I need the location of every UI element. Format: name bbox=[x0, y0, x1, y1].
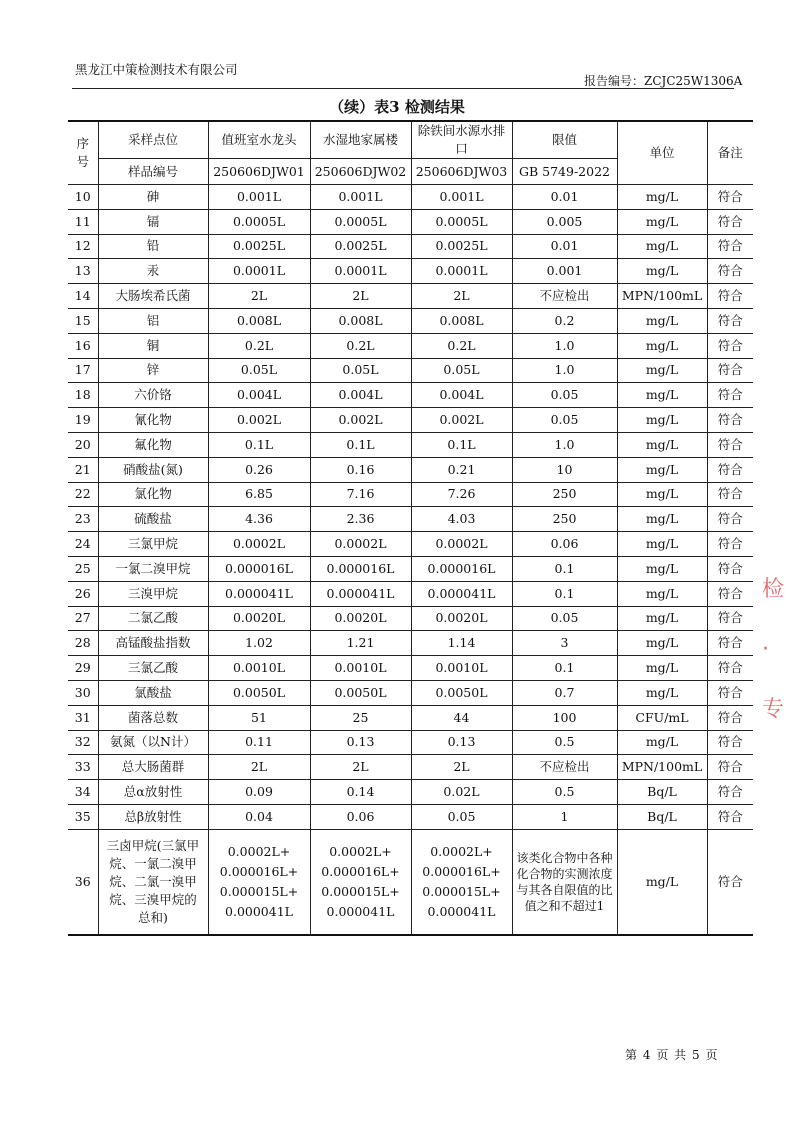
row-unit: mg/L bbox=[617, 259, 707, 284]
row-note: 符合 bbox=[707, 209, 753, 234]
row-item: 三氯甲烷 bbox=[98, 532, 208, 557]
row-value-2: 2L bbox=[310, 755, 411, 780]
row-item: 铝 bbox=[98, 308, 208, 333]
table-row bbox=[68, 804, 753, 829]
row-limit: 0.1 bbox=[512, 581, 617, 606]
row-number: 19 bbox=[68, 408, 98, 433]
row-number: 25 bbox=[68, 556, 98, 581]
row-note: 符合 bbox=[707, 656, 753, 681]
table-row bbox=[68, 209, 753, 234]
table-row bbox=[68, 358, 753, 383]
row-value-2: 1.21 bbox=[310, 631, 411, 656]
row-limit: 0.005 bbox=[512, 209, 617, 234]
row-unit: mg/L bbox=[617, 482, 707, 507]
row-note: 符合 bbox=[707, 185, 753, 210]
row-number: 26 bbox=[68, 581, 98, 606]
row-value-3: 4.03 bbox=[411, 507, 512, 532]
row-value-1: 0.000041L bbox=[208, 581, 310, 606]
row-limit: 0.5 bbox=[512, 780, 617, 805]
row-value-3: 2L bbox=[411, 755, 512, 780]
row-item: 硫酸盐 bbox=[98, 507, 208, 532]
row-value-3 bbox=[411, 829, 512, 935]
table-row bbox=[68, 507, 753, 532]
row-number: 22 bbox=[68, 482, 98, 507]
row-value-2: 0.0005L bbox=[310, 209, 411, 234]
row-item: 一氯二溴甲烷 bbox=[98, 556, 208, 581]
row-number: 29 bbox=[68, 656, 98, 681]
row-item: 三溴甲烷 bbox=[98, 581, 208, 606]
table-row bbox=[68, 284, 753, 309]
row-number: 34 bbox=[68, 780, 98, 805]
table-row bbox=[68, 755, 753, 780]
row-unit: mg/L bbox=[617, 333, 707, 358]
footer-label-b: 页 bbox=[656, 1048, 669, 1062]
footer-total-pages: 5 bbox=[692, 1048, 700, 1062]
row-value-1: 0.0020L bbox=[208, 606, 310, 631]
table-row bbox=[68, 829, 753, 935]
header-site-3: 除铁间水源水排口 bbox=[411, 121, 512, 159]
row-value-1: 0.0050L bbox=[208, 680, 310, 705]
row-item: 氟化物 bbox=[98, 432, 208, 457]
row-note: 符合 bbox=[707, 730, 753, 755]
table-row bbox=[68, 259, 753, 284]
row-value-1: 0.000016L bbox=[208, 556, 310, 581]
value-line: 0.000015L+ bbox=[321, 883, 400, 899]
row-number: 10 bbox=[68, 185, 98, 210]
row-unit: mg/L bbox=[617, 532, 707, 557]
row-value-1: 0.0010L bbox=[208, 656, 310, 681]
row-value-2: 25 bbox=[310, 705, 411, 730]
row-value-2: 0.0020L bbox=[310, 606, 411, 631]
row-note: 符合 bbox=[707, 457, 753, 482]
row-item: 氨氮（以N计） bbox=[98, 730, 208, 755]
value-line: 0.0002L+ bbox=[329, 843, 392, 859]
table-row bbox=[68, 730, 753, 755]
row-limit: 0.06 bbox=[512, 532, 617, 557]
row-limit: 3 bbox=[512, 631, 617, 656]
row-value-3: 7.26 bbox=[411, 482, 512, 507]
row-unit: Bq/L bbox=[617, 780, 707, 805]
row-number: 15 bbox=[68, 308, 98, 333]
table-row bbox=[68, 185, 753, 210]
row-value-1: 0.26 bbox=[208, 457, 310, 482]
row-item: 氯化物 bbox=[98, 482, 208, 507]
row-unit: mg/L bbox=[617, 507, 707, 532]
row-limit: 0.001 bbox=[512, 259, 617, 284]
value-line: 0.0002L+ bbox=[227, 843, 291, 859]
row-limit: 该类化合物中各种化合物的实测浓度与其各自限值的比值之和不超过1 bbox=[512, 829, 617, 935]
row-value-2 bbox=[310, 829, 411, 935]
footer-label-c: 共 bbox=[674, 1048, 687, 1062]
row-value-2: 0.004L bbox=[310, 383, 411, 408]
row-item: 硝酸盐(氮) bbox=[98, 457, 208, 482]
row-item: 氯酸盐 bbox=[98, 680, 208, 705]
row-note: 符合 bbox=[707, 358, 753, 383]
row-note: 符合 bbox=[707, 631, 753, 656]
row-note: 符合 bbox=[707, 606, 753, 631]
company-name: 黑龙江中策检测技术有限公司 bbox=[75, 62, 238, 77]
row-note: 符合 bbox=[707, 507, 753, 532]
table-row bbox=[68, 234, 753, 259]
row-value-3: 0.0010L bbox=[411, 656, 512, 681]
table-row bbox=[68, 780, 753, 805]
row-value-1: 6.85 bbox=[208, 482, 310, 507]
table-row bbox=[68, 432, 753, 457]
row-note: 符合 bbox=[707, 284, 753, 309]
row-item: 三卤甲烷(三氯甲烷、一氯二溴甲烷、二氯一溴甲烷、三溴甲烷的总和) bbox=[98, 829, 208, 935]
row-note: 符合 bbox=[707, 556, 753, 581]
row-item: 镉 bbox=[98, 209, 208, 234]
row-item: 汞 bbox=[98, 259, 208, 284]
header-seq bbox=[68, 121, 98, 185]
row-value-3: 0.0005L bbox=[411, 209, 512, 234]
row-value-2: 0.0025L bbox=[310, 234, 411, 259]
row-unit: mg/L bbox=[617, 656, 707, 681]
row-value-3: 0.05 bbox=[411, 804, 512, 829]
row-unit: MPN/100mL bbox=[617, 755, 707, 780]
row-note: 符合 bbox=[707, 780, 753, 805]
row-note: 符合 bbox=[707, 680, 753, 705]
row-limit: 0.1 bbox=[512, 556, 617, 581]
row-value-1: 0.1L bbox=[208, 432, 310, 457]
row-number: 23 bbox=[68, 507, 98, 532]
row-value-3: 0.002L bbox=[411, 408, 512, 433]
table-row bbox=[68, 333, 753, 358]
row-value-3: 0.02L bbox=[411, 780, 512, 805]
value-line: 0.000016L+ bbox=[219, 863, 299, 879]
row-note: 符合 bbox=[707, 804, 753, 829]
row-unit: mg/L bbox=[617, 606, 707, 631]
row-unit: mg/L bbox=[617, 680, 707, 705]
header-sample-id: 样品编号 bbox=[98, 159, 208, 185]
row-value-1: 1.02 bbox=[208, 631, 310, 656]
row-value-3: 0.004L bbox=[411, 383, 512, 408]
row-limit: 0.7 bbox=[512, 680, 617, 705]
table-row bbox=[68, 606, 753, 631]
row-limit: 0.01 bbox=[512, 234, 617, 259]
row-unit: mg/L bbox=[617, 185, 707, 210]
table-row bbox=[68, 408, 753, 433]
row-value-1: 0.05L bbox=[208, 358, 310, 383]
value-line: 0.0002L+ bbox=[430, 843, 493, 859]
row-note: 符合 bbox=[707, 333, 753, 358]
row-value-2: 0.0050L bbox=[310, 680, 411, 705]
row-note: 符合 bbox=[707, 234, 753, 259]
row-value-1: 2L bbox=[208, 755, 310, 780]
row-limit: 250 bbox=[512, 507, 617, 532]
row-value-1 bbox=[208, 829, 310, 935]
row-value-3: 0.05L bbox=[411, 358, 512, 383]
row-unit: mg/L bbox=[617, 556, 707, 581]
row-unit: mg/L bbox=[617, 581, 707, 606]
table-row bbox=[68, 532, 753, 557]
row-limit: 0.05 bbox=[512, 606, 617, 631]
row-unit: mg/L bbox=[617, 209, 707, 234]
header-note: 备注 bbox=[707, 121, 753, 185]
row-value-1: 0.0002L bbox=[208, 532, 310, 557]
row-number: 20 bbox=[68, 432, 98, 457]
value-line: 0.000016L+ bbox=[422, 863, 501, 879]
header-site-2: 水湿地家属楼 bbox=[310, 121, 411, 159]
row-value-3: 0.0025L bbox=[411, 234, 512, 259]
row-value-3: 1.14 bbox=[411, 631, 512, 656]
row-item: 氰化物 bbox=[98, 408, 208, 433]
row-number: 27 bbox=[68, 606, 98, 631]
row-unit: mg/L bbox=[617, 457, 707, 482]
row-item: 高锰酸盐指数 bbox=[98, 631, 208, 656]
row-value-2: 0.000016L bbox=[310, 556, 411, 581]
value-line: 0.000041L bbox=[225, 903, 293, 919]
header-site-1: 值班室水龙头 bbox=[208, 121, 310, 159]
row-number: 17 bbox=[68, 358, 98, 383]
row-value-2: 0.008L bbox=[310, 308, 411, 333]
row-item: 总大肠菌群 bbox=[98, 755, 208, 780]
row-value-1: 0.0025L bbox=[208, 234, 310, 259]
row-value-2: 7.16 bbox=[310, 482, 411, 507]
row-number: 13 bbox=[68, 259, 98, 284]
row-value-1: 0.001L bbox=[208, 185, 310, 210]
row-number: 31 bbox=[68, 705, 98, 730]
row-item: 二氯乙酸 bbox=[98, 606, 208, 631]
sample-id-1: 250606DJW01 bbox=[208, 159, 310, 185]
row-unit: MPN/100mL bbox=[617, 284, 707, 309]
row-number: 32 bbox=[68, 730, 98, 755]
row-value-3: 0.000041L bbox=[411, 581, 512, 606]
row-value-2: 2L bbox=[310, 284, 411, 309]
row-limit: 0.05 bbox=[512, 408, 617, 433]
row-note: 符合 bbox=[707, 755, 753, 780]
row-value-2: 0.0002L bbox=[310, 532, 411, 557]
red-seal-stamp: 检 · 专 bbox=[762, 577, 785, 722]
row-value-2: 2.36 bbox=[310, 507, 411, 532]
row-number: 18 bbox=[68, 383, 98, 408]
page-footer bbox=[624, 1046, 718, 1063]
header-unit: 单位 bbox=[617, 121, 707, 185]
header-limit: 限值 bbox=[512, 121, 617, 159]
row-unit: mg/L bbox=[617, 432, 707, 457]
row-value-2: 0.0010L bbox=[310, 656, 411, 681]
row-number: 28 bbox=[68, 631, 98, 656]
row-limit: 10 bbox=[512, 457, 617, 482]
row-number: 30 bbox=[68, 680, 98, 705]
row-value-3: 0.0001L bbox=[411, 259, 512, 284]
value-line: 0.000041L bbox=[326, 903, 395, 919]
row-limit: 0.5 bbox=[512, 730, 617, 755]
table-row bbox=[68, 457, 753, 482]
table-row bbox=[68, 556, 753, 581]
row-value-3: 0.0050L bbox=[411, 680, 512, 705]
row-value-2: 0.0001L bbox=[310, 259, 411, 284]
row-limit: 0.01 bbox=[512, 185, 617, 210]
row-note: 符合 bbox=[707, 705, 753, 730]
row-unit: mg/L bbox=[617, 358, 707, 383]
row-value-2: 0.06 bbox=[310, 804, 411, 829]
row-value-1: 0.008L bbox=[208, 308, 310, 333]
row-value-1: 0.11 bbox=[208, 730, 310, 755]
row-value-2: 0.13 bbox=[310, 730, 411, 755]
row-item: 总β放射性 bbox=[98, 804, 208, 829]
row-unit: mg/L bbox=[617, 308, 707, 333]
row-item: 砷 bbox=[98, 185, 208, 210]
row-note: 符合 bbox=[707, 408, 753, 433]
row-unit: mg/L bbox=[617, 631, 707, 656]
value-line: 0.000016L+ bbox=[321, 863, 400, 879]
row-limit: 1.0 bbox=[512, 358, 617, 383]
row-limit: 0.05 bbox=[512, 383, 617, 408]
row-item: 铅 bbox=[98, 234, 208, 259]
row-item: 铜 bbox=[98, 333, 208, 358]
row-value-2: 0.2L bbox=[310, 333, 411, 358]
row-value-2: 0.002L bbox=[310, 408, 411, 433]
row-number: 21 bbox=[68, 457, 98, 482]
row-number: 12 bbox=[68, 234, 98, 259]
footer-label-a: 第 bbox=[625, 1048, 638, 1062]
row-note: 符合 bbox=[707, 581, 753, 606]
row-unit: mg/L bbox=[617, 408, 707, 433]
row-number: 24 bbox=[68, 532, 98, 557]
row-unit: CFU/mL bbox=[617, 705, 707, 730]
row-number: 36 bbox=[68, 829, 98, 935]
row-limit: 不应检出 bbox=[512, 284, 617, 309]
footer-label-d: 页 bbox=[705, 1048, 718, 1062]
row-value-2: 0.16 bbox=[310, 457, 411, 482]
row-note: 符合 bbox=[707, 482, 753, 507]
row-unit: Bq/L bbox=[617, 804, 707, 829]
row-value-2: 0.001L bbox=[310, 185, 411, 210]
table-row bbox=[68, 631, 753, 656]
row-value-3: 0.1L bbox=[411, 432, 512, 457]
row-value-1: 51 bbox=[208, 705, 310, 730]
row-value-3: 0.001L bbox=[411, 185, 512, 210]
row-number: 35 bbox=[68, 804, 98, 829]
row-item: 大肠埃希氏菌 bbox=[98, 284, 208, 309]
row-note: 符合 bbox=[707, 259, 753, 284]
row-value-2: 0.000041L bbox=[310, 581, 411, 606]
row-value-2: 0.05L bbox=[310, 358, 411, 383]
row-value-2: 0.14 bbox=[310, 780, 411, 805]
row-value-3: 2L bbox=[411, 284, 512, 309]
header-standard: GB 5749-2022 bbox=[512, 159, 617, 185]
header-seq-label: 序号 bbox=[76, 136, 89, 169]
row-value-1: 0.002L bbox=[208, 408, 310, 433]
row-limit: 1.0 bbox=[512, 333, 617, 358]
value-line: 0.000015L+ bbox=[219, 883, 299, 899]
row-item: 锌 bbox=[98, 358, 208, 383]
row-number: 33 bbox=[68, 755, 98, 780]
row-limit: 1.0 bbox=[512, 432, 617, 457]
sample-id-2: 250606DJW02 bbox=[310, 159, 411, 185]
row-value-1: 0.0005L bbox=[208, 209, 310, 234]
row-item: 三氯乙酸 bbox=[98, 656, 208, 681]
row-value-3: 0.008L bbox=[411, 308, 512, 333]
row-value-1: 0.004L bbox=[208, 383, 310, 408]
row-limit: 0.2 bbox=[512, 308, 617, 333]
row-value-1: 0.09 bbox=[208, 780, 310, 805]
row-note: 符合 bbox=[707, 829, 753, 935]
row-number: 14 bbox=[68, 284, 98, 309]
row-limit: 1 bbox=[512, 804, 617, 829]
row-value-3: 44 bbox=[411, 705, 512, 730]
table-title: （续）表3 检测结果 bbox=[329, 98, 465, 116]
table-row bbox=[68, 383, 753, 408]
header-divider bbox=[72, 88, 734, 89]
report-number: 报告编号：ZCJC25W1306A bbox=[584, 74, 743, 88]
row-item: 总α放射性 bbox=[98, 780, 208, 805]
row-note: 符合 bbox=[707, 532, 753, 557]
row-value-3: 0.2L bbox=[411, 333, 512, 358]
row-number: 11 bbox=[68, 209, 98, 234]
row-limit: 不应检出 bbox=[512, 755, 617, 780]
row-unit: mg/L bbox=[617, 383, 707, 408]
results-table bbox=[68, 120, 753, 936]
row-value-2: 0.1L bbox=[310, 432, 411, 457]
row-value-1: 2L bbox=[208, 284, 310, 309]
table-row bbox=[68, 308, 753, 333]
row-limit: 0.1 bbox=[512, 656, 617, 681]
row-value-1: 4.36 bbox=[208, 507, 310, 532]
row-value-3: 0.13 bbox=[411, 730, 512, 755]
row-unit: mg/L bbox=[617, 234, 707, 259]
row-value-3: 0.000016L bbox=[411, 556, 512, 581]
table-row bbox=[68, 705, 753, 730]
row-note: 符合 bbox=[707, 308, 753, 333]
row-number: 16 bbox=[68, 333, 98, 358]
row-unit: mg/L bbox=[617, 730, 707, 755]
table-row bbox=[68, 656, 753, 681]
row-value-1: 0.04 bbox=[208, 804, 310, 829]
value-line: 0.000015L+ bbox=[422, 883, 501, 899]
row-item: 菌落总数 bbox=[98, 705, 208, 730]
row-limit: 250 bbox=[512, 482, 617, 507]
table-row bbox=[68, 482, 753, 507]
header-location: 采样点位 bbox=[98, 121, 208, 159]
row-item: 六价铬 bbox=[98, 383, 208, 408]
row-value-1: 0.0001L bbox=[208, 259, 310, 284]
table-row bbox=[68, 581, 753, 606]
row-value-3: 0.21 bbox=[411, 457, 512, 482]
footer-page-number: 4 bbox=[642, 1048, 651, 1062]
row-note: 符合 bbox=[707, 383, 753, 408]
row-value-3: 0.0002L bbox=[411, 532, 512, 557]
row-value-1: 0.2L bbox=[208, 333, 310, 358]
value-line: 0.000041L bbox=[427, 903, 496, 919]
table-row bbox=[68, 680, 753, 705]
row-limit: 100 bbox=[512, 705, 617, 730]
row-unit: mg/L bbox=[617, 829, 707, 935]
sample-id-3: 250606DJW03 bbox=[411, 159, 512, 185]
row-value-3: 0.0020L bbox=[411, 606, 512, 631]
row-note: 符合 bbox=[707, 432, 753, 457]
